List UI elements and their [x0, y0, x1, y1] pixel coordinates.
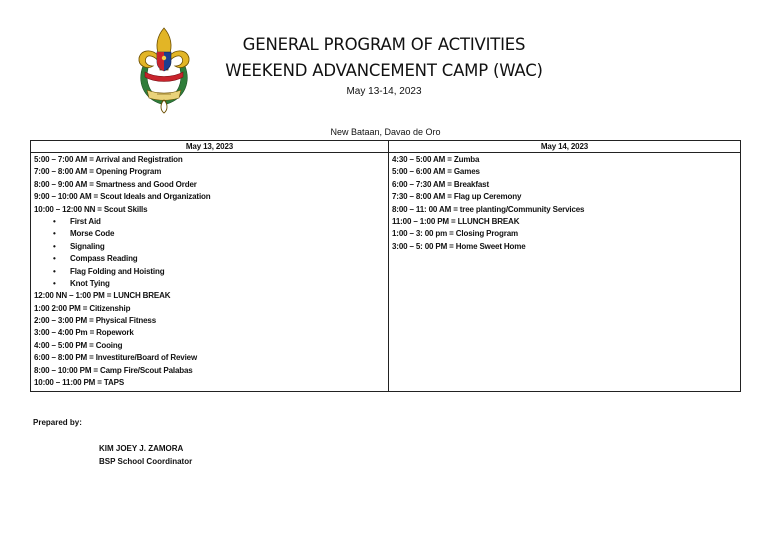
schedule-item-text: 4:30 – 5:00 AM = Zumba	[392, 155, 480, 164]
bullet-item	[34, 216, 386, 228]
schedule-item-text: 2:00 – 3:00 PM = Physical Fitness	[34, 316, 157, 326]
schedule-item-text: 3:00 – 5: 00 PM = Home Sweet Home	[392, 241, 526, 251]
day1-heading: May 13, 2023	[31, 141, 389, 153]
schedule-item	[392, 166, 738, 178]
schedule-item	[392, 228, 738, 240]
schedule-item	[392, 154, 738, 166]
page-subtitle: WEEKEND ADVANCEMENT CAMP (WAC)	[225, 61, 543, 80]
schedule-item-text: 5:00 – 7:00 AM = Arrival and Registration	[34, 155, 183, 164]
schedule-item-text: Signaling	[70, 241, 105, 251]
schedule-item-text: 8:00 – 9:00 AM = Smartness and Good Order	[34, 179, 197, 189]
schedule-item-text: 4:00 – 5:00 PM = Cooing	[34, 340, 123, 350]
schedule-item	[34, 315, 386, 327]
bsp-scout-emblem-icon	[133, 22, 195, 116]
schedule-item	[34, 191, 386, 203]
page-title: GENERAL PROGRAM OF ACTIVITIES	[242, 35, 526, 54]
schedule-item-text: 8:00 – 10:00 PM = Camp Fire/Scout Palabas	[34, 365, 193, 375]
schedule-table	[30, 140, 741, 392]
schedule-item	[392, 241, 738, 253]
schedule-item-text: 6:00 – 7:30 AM = Breakfast	[392, 179, 489, 189]
schedule-item-text: Compass Reading	[70, 254, 138, 264]
schedule-item-text: Morse Code	[70, 229, 115, 239]
schedule-item-text: First Aid	[70, 216, 101, 226]
schedule-item	[34, 327, 386, 339]
bullet-item	[34, 266, 386, 278]
schedule-item	[392, 191, 738, 203]
schedule-item	[392, 204, 738, 216]
bullet-item	[34, 253, 386, 265]
schedule-item	[34, 340, 386, 352]
schedule-item-text: 3:00 – 4:00 Pm = Ropework	[34, 328, 134, 338]
event-location: New Bataan, Davao de Oro	[330, 127, 441, 137]
signatory-role: BSP School Coordinator	[99, 457, 193, 466]
schedule-item-text: Flag Folding and Hoisting	[70, 266, 165, 276]
bullet-item	[34, 241, 386, 253]
schedule-item-text: 12:00 NN – 1:00 PM = LUNCH BREAK	[34, 291, 171, 301]
prepared-by-label: Prepared by:	[33, 418, 82, 427]
schedule-item-text: 9:00 – 10:00 AM = Scout Ideals and Organization	[34, 192, 211, 202]
day2-heading: May 14, 2023	[389, 141, 741, 153]
schedule-item-text: 11:00 – 1:00 PM = LLUNCH BREAK	[392, 216, 520, 226]
schedule-item-text: 1:00 – 3: 00 pm = Closing Program	[392, 229, 518, 239]
schedule-item	[34, 204, 386, 216]
schedule-item-text: 5:00 – 6:00 AM = Games	[392, 167, 480, 177]
day1-activities	[31, 153, 389, 392]
day2-activities	[389, 153, 741, 392]
schedule-item	[392, 179, 738, 191]
schedule-item	[34, 166, 386, 178]
bullet-item	[34, 278, 386, 290]
schedule-item	[34, 303, 386, 315]
schedule-item-text: 7:00 – 8:00 AM = Opening Program	[34, 167, 162, 177]
schedule-item-text: 7:30 – 8:00 AM = Flag up Ceremony	[392, 192, 522, 202]
schedule-item-text: 1:00 2:00 PM = Citizenship	[34, 303, 131, 313]
signatory-name: KIM JOEY J. ZAMORA	[99, 444, 184, 453]
schedule-item-text: 8:00 – 11: 00 AM = tree planting/Community Services	[392, 204, 585, 214]
schedule-item	[34, 352, 386, 364]
schedule-item	[34, 290, 386, 302]
schedule-item-text: 10:00 – 12:00 NN = Scout Skills	[34, 204, 148, 214]
schedule-item	[34, 154, 386, 166]
schedule-item	[34, 377, 386, 389]
schedule-item	[34, 365, 386, 377]
schedule-item-text: 6:00 – 8:00 PM = Investiture/Board of Review	[34, 353, 198, 363]
schedule-item-text: Knot Tying	[70, 278, 110, 288]
bullet-item	[34, 228, 386, 240]
schedule-item	[34, 179, 386, 191]
schedule-item-text: 10:00 – 11:00 PM = TAPS	[34, 378, 125, 388]
event-dates: May 13-14, 2023	[346, 86, 422, 97]
schedule-item	[392, 216, 738, 228]
